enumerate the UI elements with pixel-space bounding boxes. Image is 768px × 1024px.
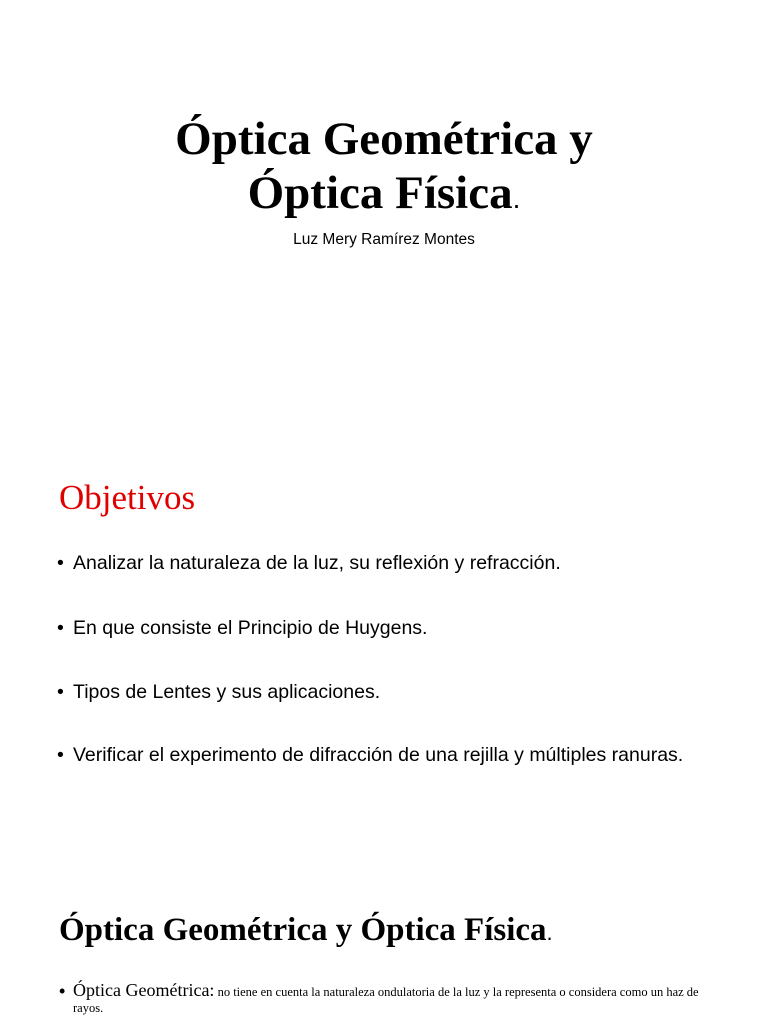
bullet-icon: •: [57, 552, 64, 574]
definition-term: Óptica Geométrica:: [73, 980, 215, 1000]
list-item-text: En que consiste el Principio de Huygens.: [73, 617, 428, 639]
bullet-icon: •: [57, 744, 64, 766]
presentation-title: [0, 112, 768, 226]
objectives-heading: Objetivos: [59, 478, 196, 517]
bullet-icon: •: [57, 617, 64, 639]
title-line-1: Óptica Geométrica y: [175, 113, 593, 165]
author-name: Luz Mery Ramírez Montes: [293, 231, 475, 248]
list-item-text: Tipos de Lentes y sus aplicaciones.: [73, 681, 381, 703]
definition-item: [59, 982, 709, 1016]
list-item: [57, 615, 697, 641]
objectives-slide: [0, 440, 768, 880]
slide-title: [59, 908, 553, 955]
list-item-text: Verificar el experimento de difracción de una rejilla y múltiples ranuras.: [73, 744, 684, 766]
title-period: .: [512, 183, 521, 214]
list-item: [57, 679, 697, 705]
list-item: [57, 742, 697, 768]
title-line-2-text: Óptica Física: [247, 167, 513, 219]
bullet-icon: •: [59, 981, 66, 1001]
list-item-text: Analizar la naturaleza de la luz, su reflexión y refracción.: [73, 552, 561, 574]
slide-title-text: Óptica Geométrica y Óptica Física: [59, 912, 547, 948]
list-item: [57, 550, 697, 576]
title-period: .: [546, 920, 553, 945]
definition-text: no tiene en cuenta la naturaleza ondulatoria de la luz y la representa o considera como un haz de rayos.: [73, 985, 699, 1015]
title-slide: [0, 0, 768, 440]
optics-definition-slide: [0, 880, 768, 1024]
bullet-icon: •: [57, 681, 64, 703]
title-line-2: [0, 166, 768, 226]
